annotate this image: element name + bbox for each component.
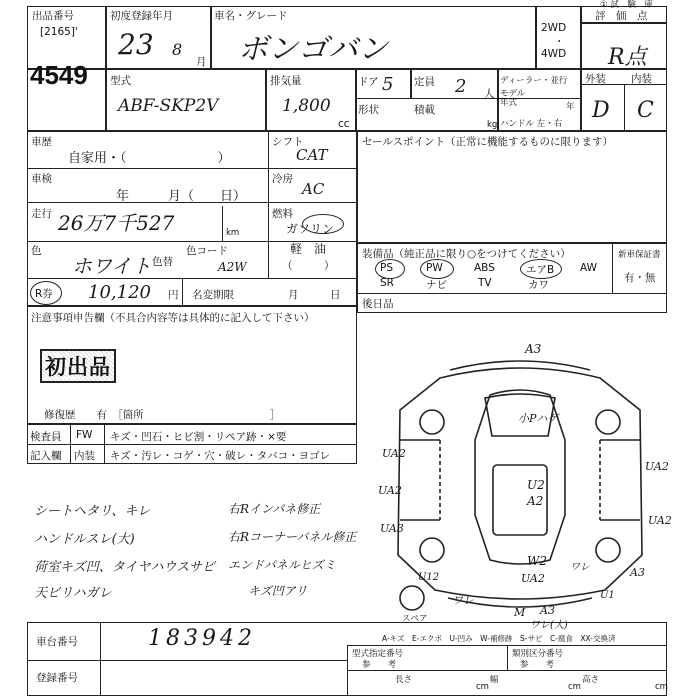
ac-label: 冷房 [272,173,293,185]
doors-value: 5 [382,74,394,95]
equip-kawa: カワ [528,279,549,291]
model-year-label: モデル年式 [500,89,526,108]
year-unit: 年 [566,102,575,112]
load-unit: kg [487,120,498,130]
ref-label-1: 参 考 [362,660,397,670]
delivery-label: 後日品 [362,298,394,310]
handle-label: ハンドル 左・右 [500,119,563,129]
diag-ua2-5: UA2 [648,514,672,527]
remark-3: 荷室キズ凹、タイヤハウスサビ [34,560,215,575]
remark-right-3: エンドパネルヒズミ [228,558,336,572]
diag-crack-large: ワレ(大) [530,620,568,631]
int-items: キズ・汚レ・コゲ・穴・破レ・タバコ・ヨゴレ [110,450,331,462]
diag-a3-top: A3 [525,342,542,356]
diag-w2: W2 [527,554,547,568]
width-label: 幅 [490,675,499,685]
reg-label: 登録番号 [36,672,78,684]
equip-pw: PW [426,262,443,274]
vc-label: 名変期限 [192,289,234,301]
model-label: 型式 [110,75,131,87]
chassis-value: 183942 [148,626,256,651]
diag-ua2-1: UA2 [382,447,406,460]
diag-u2: U2 [527,478,545,492]
color-code-label: 色コード [186,245,228,257]
diag-legend: A-キズ E-エクボ U-凹み W-補修跡 S-サビ C-腐食 XX-交換済 [382,634,616,643]
fw-label: FW [76,429,93,441]
warranty-value: 有・無 [624,272,656,284]
doors-label: ドア [358,76,379,88]
name-label: 車名・グレード [214,10,288,22]
history-value: 自家用・（ ） [68,151,231,166]
inspector-label-1: 検査員 [30,431,62,443]
sales-label: セールスポイント（正常に機能するものに限ります） [362,136,614,148]
warranty-label: 新車保証書 [618,250,661,260]
shape-label: 形状 [358,104,379,116]
grade-value: R点 [608,45,647,70]
capacity-value: 2 [455,76,467,97]
equip-sr: SR [380,277,394,289]
equip-navi: ナビ [426,279,447,291]
lot-code: [2165]' [40,26,78,38]
equip-ps: PS [380,262,393,274]
diag-m: M [514,606,526,619]
inspection-label: 車検 [31,173,52,185]
chassis-label: 車台番号 [36,636,78,648]
remark-right-4: キズ凹アリ [248,584,308,598]
inspection-value: 年 月（ 日） [116,189,247,204]
ext-value: D [592,98,610,123]
height-unit: cm [655,682,668,692]
mileage-label: 走行 [31,208,52,220]
shift-value: CAT [296,146,328,164]
category-label: 類別区分番号 [512,649,564,659]
car-name: ボンゴバン [238,32,388,67]
color-value: ホワイト [72,254,152,278]
length-unit: cm [476,682,489,692]
equip-aw: AW [580,262,597,274]
ref-label-2: 参 考 [520,660,555,670]
equipment-label: 装備品（純正品に限り○をつけてください） [362,248,571,260]
int-value: C [637,98,654,123]
height-label: 高さ [582,675,600,685]
diag-small-paint: 小Pハゲ [518,412,559,425]
first-reg-month: 8 [172,40,183,59]
diag-a3-bottom: A3 [540,604,555,617]
history-label: 車歴 [31,136,52,148]
first-listing-stamp: 初出品 [40,349,116,383]
recycle-value: 10,120 [88,282,151,303]
disp-label: 排気量 [270,75,302,87]
load-label: 積載 [414,104,435,116]
diag-a2: A2 [527,494,544,508]
remark-2: ハンドルスレ(大) [34,532,135,547]
inspector-label-2: 記入欄 [30,450,62,462]
recycle-unit: 円 [168,289,179,301]
remark-4: 天ビリハガレ [34,586,112,601]
first-reg-label: 初度登録年月 [110,10,173,22]
equip-abs: ABS [474,262,495,274]
ac-value: AC [302,180,325,198]
diag-u12: U12 [418,572,440,583]
length-label: 長さ [395,675,413,685]
diag-a3-right: A3 [630,566,645,579]
notes-label: 注意事項申告欄（不具合内容等は具体的に記入して下さい） [31,312,315,324]
disp-unit: cc [338,118,350,130]
diag-crack-1: ワレ [452,594,474,607]
diag-ua3: UA3 [380,522,404,535]
shift-label: シフト [272,136,304,148]
diag-ua2-2: UA2 [645,460,669,473]
mileage-unit: km [226,228,240,238]
equip-tv: TV [478,277,492,289]
diag-crack-2: ワレ [570,562,590,573]
type-designation-label: 型式指定番号 [352,649,404,659]
recycle-label: R券 [35,288,53,300]
model-value: ABF-SKP2V [118,96,219,116]
diag-spare: スペア [402,614,428,624]
drive-2wd: 2WD [541,22,567,34]
lot-number: 4549 [30,60,88,90]
width-unit: cm [568,682,581,692]
disp-value: 1,800 [282,96,331,116]
diag-ua2-3: UA2 [378,484,402,497]
capacity-label: 定員 [414,76,435,88]
vc-value: 月 日 [288,289,341,301]
capacity-unit: 人 [484,88,495,100]
int-items-label: 内装 [74,450,95,462]
color-tone-label: 色替 [152,256,173,268]
diag-u1: U1 [600,590,615,601]
color-code-value: A2W [218,260,247,274]
color-label: 色 [31,245,42,257]
equip-airbag: エアB [526,264,555,276]
grade-mark: ① 試 験 庫 [600,0,653,10]
fuel-paren: （ ） [282,260,335,272]
remark-right-1: 右Rインパネ修正 [228,502,321,516]
mileage-value: 26万7千527 [58,211,175,235]
lot-label: 出品番号 [32,10,74,22]
fuel-gas: ガソリン [286,222,335,236]
grade-label: 評 価 点 [595,10,648,22]
first-reg-year: 23 [118,28,154,61]
fw-items: キズ・凹石・ヒビ割・リペア跡・×要 [110,431,287,443]
dealer-label: ディーラー・並行 [500,76,568,86]
remark-right-2: 右Rコーナーパネル修正 [228,530,357,544]
remark-1: シートヘタリ、キレ [34,504,151,519]
int-label: 内装 [631,73,652,85]
first-reg-month-unit: 月 [196,56,207,68]
fuel-label: 燃料 [272,208,293,220]
diag-ua2-4: UA2 [521,572,545,585]
drive-4wd: 4WD [541,48,567,60]
repair-label: 修復歴 有 ［箇所 ］ [44,409,281,421]
ext-label: 外装 [585,73,606,85]
fuel-diesel: 軽 油 [290,242,327,256]
